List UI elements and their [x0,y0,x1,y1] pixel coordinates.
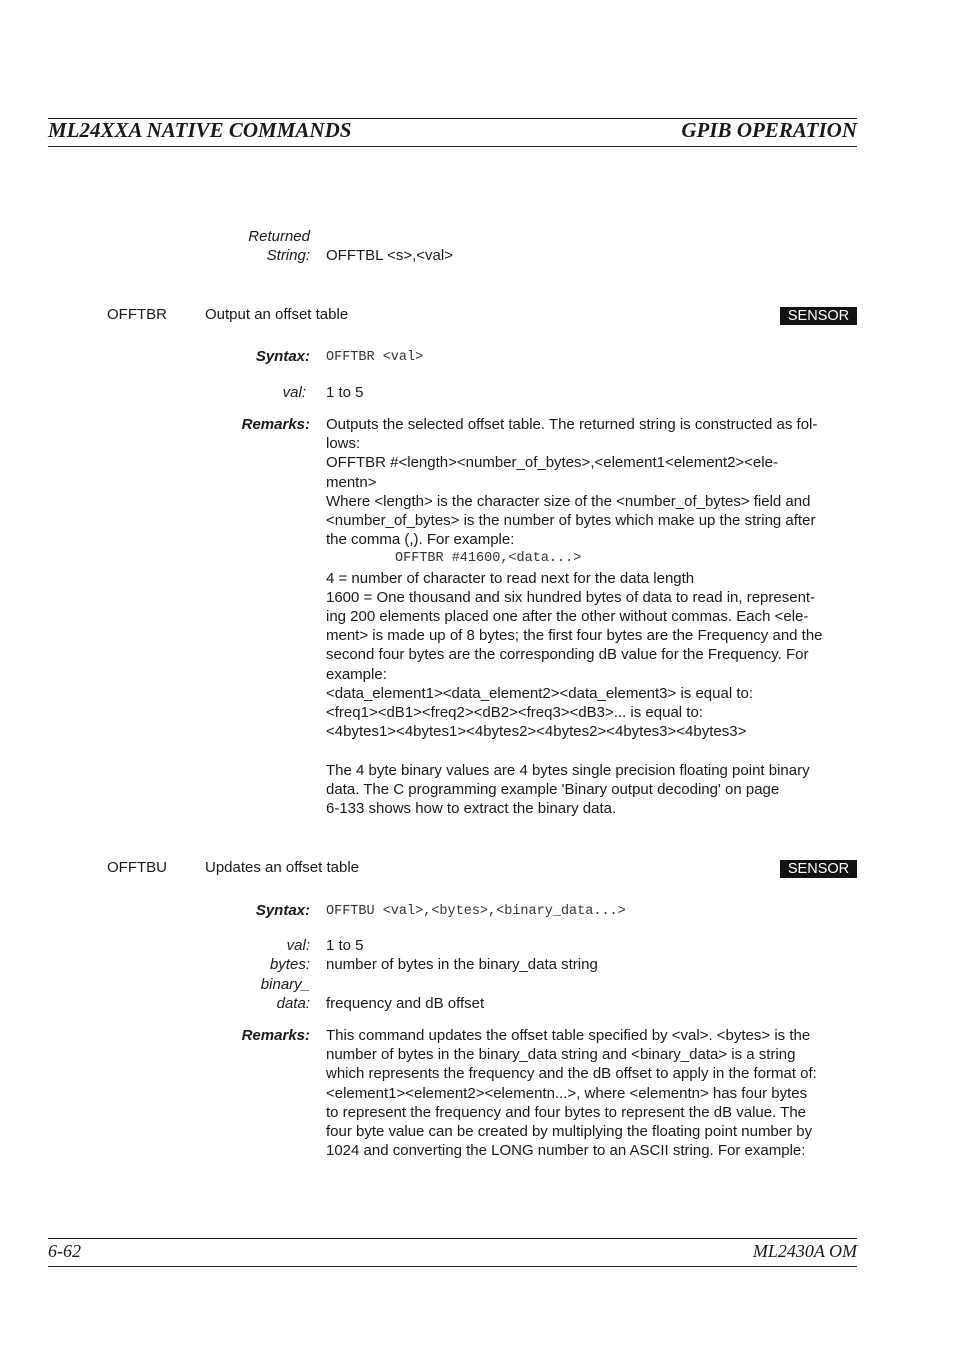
remarks-line: 1024 and converting the LONG number to an ASCII string. For example: [326,1142,806,1160]
returned-string-value: OFFTBL <s>,<val> [326,247,453,264]
offtbu-bytes: number of bytes in the binary_data string [326,956,598,973]
offtbu-val-label: val: [286,937,310,954]
remarks-line: <4bytes1><4bytes1><4bytes2><4bytes2><4bytes3><4bytes3> [326,723,747,741]
remarks-line: ment> is made up of 8 bytes; the first four bytes are the Frequency and the [326,627,823,645]
offtbu-binary-label [261,975,310,1013]
remarks-line: 1600 = One thousand and six hundred bytes of data to read in, represent- [326,588,816,606]
offtbr-command: OFFTBR [107,306,167,323]
header-left-title: ML24XXA NATIVE COMMANDS [48,118,352,142]
header-right-title: GPIB OPERATION [681,118,857,142]
offtbu-syntax: OFFTBU <val>,<bytes>,<binary_data...> [326,904,626,919]
remarks-line: 4 = number of character to read next for the data length [326,569,695,587]
offtbr-remarks-label: Remarks: [241,416,310,433]
footer-page-number: 6-62 [48,1241,81,1261]
footer-manual-name: ML2430A OM [752,1241,857,1261]
offtbu-binary: frequency and dB offset [326,995,485,1012]
remarks-line: 6-133 shows how to extract the binary data. [326,800,617,818]
remarks-line: <data_element1><data_element2><data_element3> is equal to: [326,684,754,702]
remarks-line: number of bytes in the binary_data string and <binary_data> is a string [326,1046,796,1064]
offtbu-description: Updates an offset table [205,859,359,876]
offtbr-description: Output an offset table [205,306,349,323]
remarks-line: Where <length> is the character size of the <number_of_bytes> field and [326,492,811,510]
remarks-line: <number_of_bytes> is the number of bytes which make up the string after [326,512,816,530]
remarks-line: Outputs the selected offset table. The returned string is constructed as fol- [326,416,818,433]
remarks-line: mentn> [326,473,377,491]
offtbr-val-label: val: [282,384,306,401]
offtbu-sensor-badge: SENSOR [780,860,857,878]
remarks-line: This command updates the offset table specified by <val>. <bytes> is the [326,1027,811,1044]
offtbr-val: 1 to 5 [326,384,364,401]
remarks-line: <freq1><dB1><freq2><dB2><freq3><dB3>... is equal to: [326,704,703,722]
remarks-line: the comma (,). For example: [326,531,515,549]
header-bottom-rule [48,146,857,147]
returned-label-line1: Returned [248,228,310,245]
returned-string-label [248,227,310,265]
offtbr-syntax: OFFTBR <val> [326,350,424,365]
remarks-line: which represents the frequency and the dB offset to apply in the format of: [326,1065,817,1083]
remarks-line: data. The C programming example 'Binary output decoding' on page [326,781,780,799]
offtbu-remarks [326,1026,858,1160]
binary-label-line1: binary_ [260,976,310,993]
remarks-line: The 4 byte binary values are 4 bytes single precision floating point binary [326,762,810,779]
offtbu-command: OFFTBU [107,859,167,876]
offtbr-remarks [326,415,858,741]
remarks-line: to represent the frequency and four bytes to represent the dB value. The [326,1103,807,1121]
offtbr-sensor-badge: SENSOR [780,307,857,325]
offtbu-syntax-label: Syntax: [255,902,310,919]
remarks-line: example: [326,665,387,683]
offtbu-val: 1 to 5 [326,937,364,954]
remarks-line: second four bytes are the corresponding dB value for the Frequency. For [326,646,809,664]
offtbr-example-code: OFFTBR #41600,<data...> [395,551,582,567]
returned-label-line2: String: [266,247,310,264]
remarks-line: <element1><element2><elementn...>, where <elementn> has four bytes [326,1084,808,1102]
offtbr-syntax-label: Syntax: [255,348,310,365]
remarks-line: lows: [326,435,361,453]
footer-bottom-rule [48,1266,857,1267]
binary-label-line2: data: [276,995,310,1012]
offtbr-remarks-note [326,761,858,819]
offtbu-bytes-label: bytes: [269,956,310,973]
remarks-line: four byte value can be created by multiplying the floating point number by [326,1123,813,1141]
footer-top-rule [48,1238,857,1239]
offtbu-remarks-label: Remarks: [241,1027,310,1044]
remarks-line: OFFTBR #<length><number_of_bytes>,<element1<element2><ele- [326,454,778,472]
remarks-line: ing 200 elements placed one after the other without commas. Each <ele- [326,608,809,626]
